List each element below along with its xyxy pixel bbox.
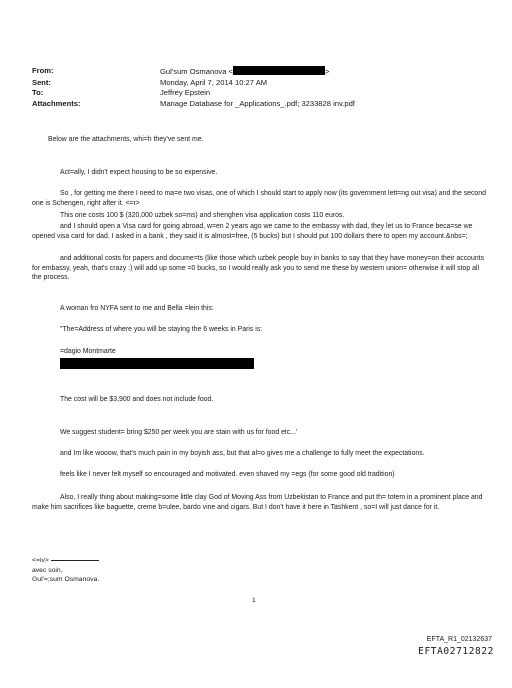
sent-row (32, 78, 492, 89)
to-value: Jeffrey Epstein (160, 88, 211, 97)
efta-reference-small: EFTA_R1_02132637 (426, 636, 492, 643)
paragraph-additional-costs: and additional costs for papers and docume=ts (like those which uzbek people buy in banks to say that they have money=on their accounts for embassy, yeah, that's crazy :) will add up some =0 bucks, so I would really ask you to send me these by western union= otherwise it will stop all the process. (32, 255, 485, 282)
signature-closing: avec soin, (32, 566, 63, 574)
redacted-address-block (60, 358, 254, 369)
paragraph-motivation: feels like I never felt myself so encouraged and motivated. even shaved my =egs (for some good old tradition) (60, 471, 395, 478)
attachments-row (32, 99, 492, 110)
from-value (160, 66, 492, 78)
from-suffix: > (325, 67, 330, 76)
paragraph-visas: So , for getting me there I need to ma=e two visas, one of which I should start to apply now (its government lett=ng out visa) and the second one is Schengen, right after it. <=r> (32, 190, 486, 207)
paragraph-housing: Act=ally, I didn't expect housing to be so expensive. (60, 169, 218, 176)
paragraph-visa-card: and I should open a Visa card for going abroad, w=en 2 years ago we came to the embassy with dad, they let us to France beca=se we opened visa card for dad. I asked in a bank , they said it is almost=free, (5 bucks) but I should put 100 dollars there to open my account.&nbs=; (32, 223, 473, 240)
sent-value: Monday, April 7, 2014 10:27 AM (160, 77, 268, 87)
attachments-value: Manage Database for _Applications_.pdf; 3233828 inv.pdf (160, 98, 355, 108)
paragraph-clay-god: Also, I really thing about making=some little clay God of Moving Ass from Uzbekistan to France and put th= totem in a prominent place and make him sacrifices like baguette, creme b=ulee, bardo vine and cigars. But I don't have it here in Tashkent , so=I will just dance for it. (32, 494, 483, 511)
attachments-label: Attachments: (32, 98, 81, 108)
paragraph-cost: The cost will be $3,900 and does not include food. (60, 396, 214, 403)
from-name: Gul'sum Osmanova < (160, 67, 233, 76)
signature-block (32, 556, 99, 585)
paragraph-hotel-name: =dagio Montmarte (60, 348, 116, 355)
efta-reference-large: EFTA02712822 (418, 646, 494, 657)
paragraph-food-suggestion: We suggest student= bring $250 per week you are stain with us for food etc...' (60, 429, 298, 436)
signature-div-line (32, 556, 99, 566)
paragraph-attachments-intro: Below are the attachments, whi=h they've sent me. (48, 136, 204, 143)
email-header (32, 66, 492, 109)
paragraph-visa-costs: This one costs 100 $ (320,000 uzbek so=ms) and shenghen visa application costs 110 euros. (60, 212, 345, 219)
paragraph-address-quote: "The=Address of where you will be staying the 6 weeks in Paris is: (60, 326, 263, 333)
page-number: 1 (252, 597, 256, 604)
from-row (32, 66, 492, 78)
div-tag-text: <=iv> (32, 557, 49, 564)
sent-label: Sent: (32, 77, 51, 87)
to-row (32, 88, 492, 99)
signature-name: Gul'=;sum Osmanova. (32, 576, 100, 583)
paragraph-reaction: and Im like wooow, that's much pain in my boyish ass, but that al=o gives me a challenge to fully meet the expectations. (60, 450, 425, 457)
paragraph-nyfa: A woman fro NYFA sent to me and Bella =lein this: (60, 305, 214, 312)
to-label: To: (32, 88, 44, 97)
from-label: From: (32, 66, 54, 75)
signature-rule (51, 560, 99, 561)
redacted-email-block (233, 66, 325, 75)
